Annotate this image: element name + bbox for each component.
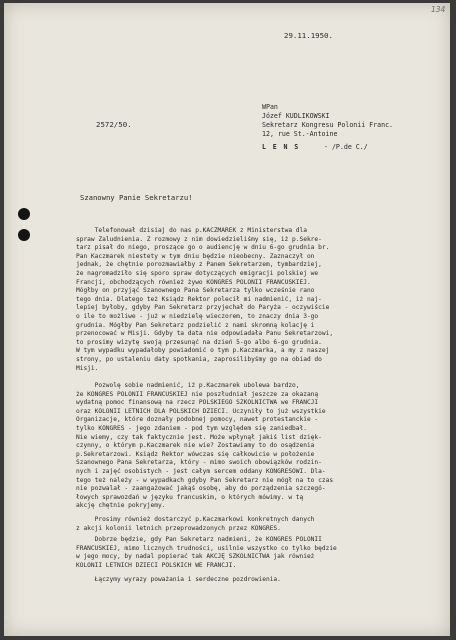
body-line: nie pozwalał - zaangażować jakąś osobę, aby do porządzenia szczegó- bbox=[76, 485, 326, 493]
body-line: wydatną pomoc finansową na rzecz POLSKIEGO SZKOLNICTWA we FRANCJI bbox=[76, 399, 319, 407]
body-line: Pan Kaczmarek niestety w tym dniu będzie nieobecny. Zaznaczył on bbox=[76, 252, 315, 260]
body-line: tylko KONGRES - jego zdaniem - pod tym względem się zaniedbał. bbox=[76, 425, 307, 432]
body-line: Mógłby on przyjąć Szanownego Pana Sekretarza tylko wcześnie rano bbox=[76, 287, 315, 295]
body-line: Organizacje, które doznały podobnej pomocy, nawet protestanckie - bbox=[76, 416, 319, 424]
body-line: że nagromadziło się sporo spraw dotyczących emigracji polskiej we bbox=[76, 270, 319, 277]
body-line: Francji, obchodzących również żywo KONGRES POLONII FRANCUSKIEJ. bbox=[76, 278, 311, 286]
body-line: Telefonował dzisiaj do nas p.KACZMAREK z Ministerstwa dla bbox=[76, 227, 307, 234]
body-line: tarz pisał do niego, proszące go o audiencję w dniu 6-go grudnia br. bbox=[76, 244, 330, 252]
body-line: strony, po ustaleniu daty spotkania, zaprosilibyśmy go na obiad do bbox=[76, 356, 322, 363]
punch-hole-top bbox=[18, 208, 30, 220]
body-line: w jego mocy, by nadal popierać tak AKCJĘ SZKOLNICTWA jak również bbox=[76, 553, 315, 561]
body-line: że KONGRES POLONII FRANCUSKIEJ nie poszłudniał jeszcze za okazaną bbox=[76, 390, 319, 398]
body-line: tego też należy - w wypadkach gdyby Pan Sekretarz nie mógł na to czas bbox=[76, 476, 334, 484]
body-line: Dobrze będzie, gdy Pan Sekretarz nadmieni, że KONGRES POLONII bbox=[76, 536, 322, 543]
body-line: przenocować w Misji. Gdyby ta data nie odpowiadała Panu Sekretarzowi, bbox=[76, 330, 334, 338]
body-line: oraz KOLONII LETNICH DLA POLSKICH DZIECI. Uczyniły to już wszystkie bbox=[76, 407, 326, 415]
body-line: jednak, że chętnie porozmawiałby z Panem Sekretarzem, tymbardziej, bbox=[76, 261, 322, 269]
body-line: Misji. bbox=[76, 364, 99, 372]
body-line: Szanownego Pana Sekretarza, który - mimo swoich obowiązków rodzin- bbox=[76, 459, 322, 467]
body-line: Łączymy wyrazy poważania i serdeczne pozdrowienia. bbox=[76, 576, 281, 583]
body-line: spraw Zaludnienia. Z rozmowy z nim dowiedzieliśmy się, iż p.Sekre- bbox=[76, 235, 322, 243]
body-line: W tym wypadku wypadałoby powiadomić o tym p.Kaczmarka, a my z naszej bbox=[76, 347, 330, 355]
body-line: akcję chętnie pokryjemy. bbox=[76, 502, 166, 510]
body-line: p.Sekretarzowi. Ksiądz Rektor wówczas się całkowicie w położenie bbox=[76, 450, 315, 458]
recipient-name: WPan bbox=[262, 103, 278, 111]
date: 29.11.1950. bbox=[284, 31, 333, 40]
punch-hole-bottom bbox=[18, 229, 30, 241]
recipient-dept: - /P.de C./ bbox=[324, 143, 368, 151]
body-line: KOLONII LETNICH DZIECI POLSKICH WE FRANCJI. bbox=[76, 561, 237, 569]
body-line: lepiej byłoby, gdyby Pan Sekretarz przyjechał do Paryża - oczywiście bbox=[76, 304, 330, 312]
reference-number: 2572/50. bbox=[96, 120, 132, 129]
body-line: grudnia. Mógłby Pan Sekretarz podzielić z nami skromną kolację i bbox=[76, 321, 315, 329]
page-number: 134 bbox=[431, 5, 446, 14]
recipient-line3: 12, rue St.-Antoine bbox=[262, 130, 338, 138]
body-line: z akcji kolonii letnich przeprowadzonych przez KONGRES. bbox=[76, 524, 281, 532]
letter-sheet bbox=[4, 3, 450, 636]
salutation: Szanowny Panie Sekretarzu! bbox=[80, 193, 193, 202]
body-line: Nie wiemy, czy tak faktycznie jest. Może wpłynął jakiś list dzięk- bbox=[76, 433, 322, 441]
body-line: Prosimy również dostarczyć p.Kaczmarkowi konkretnych danych bbox=[76, 516, 315, 523]
body-line: łowych sprawozdań w języku francuskim, o których mówimy. w tą bbox=[76, 493, 304, 501]
body-line: czynny, o którym p.Kaczmarek nie wie? Zostawiamy to do osądzenia bbox=[76, 442, 315, 450]
recipient-city: L E N S bbox=[262, 143, 300, 151]
body-line: to prosimy wizytę swoją przesunąć na dzień 5-go albo 6-go grudnia. bbox=[76, 338, 322, 346]
body-line: Pozwolę sobie nadmienić, iż p.Kaczmarek ubolewa bardzo, bbox=[76, 382, 300, 389]
body-line: FRANCUSKIEJ, mimo licznych trudności, usilnie wszystko co tylko będzie bbox=[76, 544, 337, 552]
body-line: nych i zajęć osobistych - jest całym sercem oddany KONGRESOWI. Dla- bbox=[76, 468, 326, 475]
recipient-line1: Józef KUDLIKOWSKI bbox=[262, 112, 330, 120]
recipient-line2: Sekretarz Kongresu Polonii Franc. bbox=[262, 121, 394, 129]
body-line: tego dnia. Dlatego też Ksiądz Rektor polecił mi nadmienić, iż naj- bbox=[76, 295, 322, 303]
body-line: o ile to możliwe - już w niedzielę wieczorem, to znaczy dnia 3-go bbox=[76, 313, 319, 320]
